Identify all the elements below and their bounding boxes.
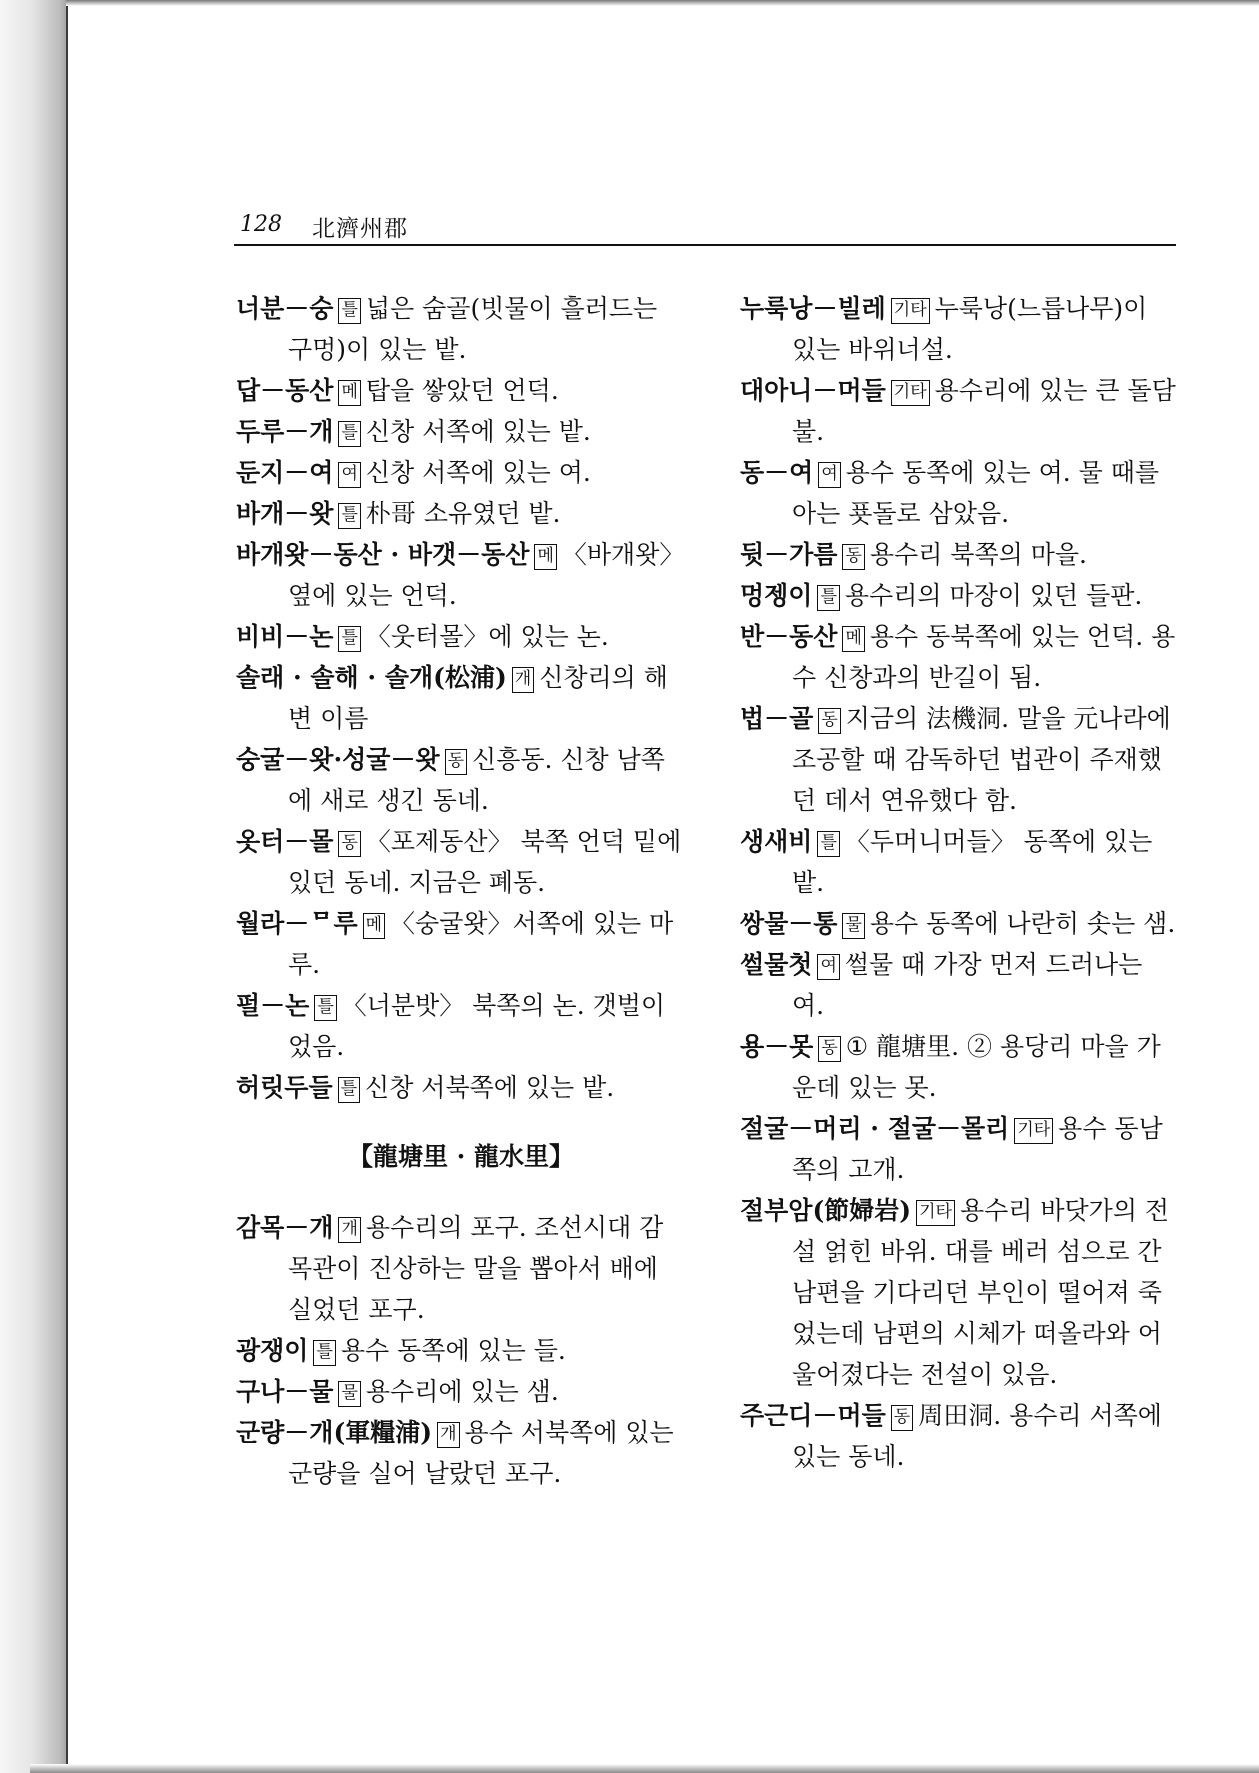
entry-headword: 구나－물 (236, 1377, 334, 1406)
entry-headword: 썰물첫 (740, 950, 813, 979)
entry-headword: 너분－숭 (236, 294, 334, 323)
entry-category-tag: 틀 (314, 995, 336, 1021)
entry-category-tag: 동 (445, 749, 467, 775)
entry-definition: 〈바개왓〉 옆에 있는 언덕. (288, 540, 685, 610)
entry-headword: 대아니－머들 (740, 376, 886, 405)
entry-definition: 〈웃터몰〉에 있는 논. (365, 622, 609, 651)
left-entry-list (236, 288, 686, 1108)
entry-definition: 신창 서북쪽에 있는 밭. (365, 1073, 615, 1102)
entry-definition: 신창 서쪽에 있는 여. (365, 458, 591, 487)
entry-category-tag: 틀 (817, 831, 839, 857)
entry-category-tag: 틀 (338, 1077, 360, 1103)
entry-category-tag: 동 (818, 1036, 840, 1062)
entry-headword: 허릿두들 (236, 1073, 333, 1102)
entry-headword: 둔지－여 (236, 458, 334, 487)
entry-headword: 법－골 (740, 704, 814, 733)
entry-definition: 누룩낭(느릅나무)이 있는 바위너설. (792, 294, 1148, 364)
entry-headword: 뒷－가름 (740, 540, 838, 569)
entry-definition: 탑을 쌓았던 언덕. (365, 376, 559, 405)
entry-headword: 쌍물－통 (740, 909, 838, 938)
entry-category-tag: 개 (512, 667, 534, 693)
entry-headword: 옷터－몰 (236, 827, 334, 856)
entry-headword: 감목－개 (236, 1213, 334, 1242)
entry-category-tag: 틀 (338, 626, 360, 652)
entry-definition: 지금의 法機洞. 말을 元나라에 조공할 때 감독하던 법관이 주재했던 데서 연유했다 함. (792, 704, 1171, 815)
entry-category-tag: 틀 (338, 421, 360, 447)
dictionary-entry (236, 1330, 686, 1371)
entry-headword: 펄－논 (236, 991, 310, 1020)
page-bottom-edge (30, 1764, 1259, 1773)
entry-category-tag: 동 (891, 1405, 913, 1431)
entry-category-tag: 메 (338, 380, 360, 406)
entry-headword: 용－못 (740, 1032, 814, 1061)
entry-definition: 썰물 때 가장 먼저 드러나는 여. (792, 950, 1143, 1020)
dictionary-entry (236, 370, 686, 411)
dictionary-entry (236, 1207, 686, 1330)
page-number: 128 (240, 212, 282, 237)
entry-definition: 용수리의 마장이 있던 들판. (844, 581, 1143, 610)
entry-category-tag: 물 (842, 913, 864, 939)
entry-headword: 군량－개(軍糧浦) (236, 1418, 433, 1447)
entry-definition: 〈포제동산〉 북쪽 언덕 밑에 있던 동네. 지금은 폐동. (288, 827, 682, 897)
dictionary-entry (740, 944, 1178, 1026)
entry-category-tag: 기타 (891, 298, 930, 324)
dictionary-entry (236, 288, 686, 370)
header-rule (234, 244, 1176, 246)
entry-headword: 바개－왓 (236, 499, 334, 528)
right-entry-list (740, 288, 1178, 1477)
entry-category-tag: 틀 (338, 503, 360, 529)
dictionary-entry (740, 534, 1178, 575)
section-title: 【龍塘里 · 龍水里】 (347, 1142, 575, 1171)
dictionary-entry (236, 452, 686, 493)
entry-headword: 월라－ᄆ루 (236, 909, 358, 938)
entry-category-tag: 여 (817, 954, 839, 980)
entry-headword: 동－여 (740, 458, 814, 487)
entry-definition: 넓은 숨골(빗물이 흘러드는 구멍)이 있는 밭. (288, 294, 658, 364)
entry-definition: 용수 동쪽에 있는 여. 물 때를 아는 푯돌로 삼았음. (792, 458, 1160, 528)
entry-definition: 朴哥 소유였던 밭. (365, 499, 561, 528)
entry-definition: 용수 동쪽에 있는 들. (340, 1336, 566, 1365)
entry-category-tag: 물 (338, 1381, 360, 1407)
dictionary-entry (236, 1067, 686, 1108)
entry-category-tag: 여 (818, 462, 840, 488)
entry-category-tag: 개 (338, 1217, 360, 1243)
dictionary-entry (236, 739, 686, 821)
entry-headword: 생새비 (740, 827, 813, 856)
entry-category-tag: 메 (842, 626, 864, 652)
page-top-edge (66, 0, 1259, 6)
dictionary-entry (236, 1412, 686, 1494)
entry-headword: 주근디－머들 (740, 1401, 886, 1430)
entry-definition: 용수리 북쪽의 마을. (869, 540, 1087, 569)
entry-headword: 비비－논 (236, 622, 334, 651)
entry-definition: ① 龍塘里. ② 용당리 마을 가운데 있는 못. (792, 1032, 1161, 1102)
right-column (740, 288, 1178, 1477)
entry-definition: 용수리의 포구. 조선시대 감목관이 진상하는 말을 뽑아서 배에 실었던 포구. (288, 1213, 664, 1324)
entry-definition: 〈너분밧〉 북쪽의 논. 갯벌이었음. (288, 991, 666, 1061)
entry-headword: 반－동산 (740, 622, 838, 651)
dictionary-entry (236, 534, 686, 616)
entry-headword: 답－동산 (236, 376, 334, 405)
entry-category-tag: 메 (534, 544, 556, 570)
dictionary-entry (236, 821, 686, 903)
dictionary-entry (740, 903, 1178, 944)
dictionary-entry (740, 1395, 1178, 1477)
entry-category-tag: 기타 (891, 380, 930, 406)
entry-definition: 신창 서쪽에 있는 밭. (365, 417, 591, 446)
entry-headword: 누룩낭－빌레 (740, 294, 886, 323)
entry-headword: 솔래 · 솔해 · 솔개(松浦) (236, 663, 507, 692)
entry-definition: 周田洞. 용수리 서쪽에 있는 동네. (792, 1401, 1162, 1471)
entry-definition: 용수 서북쪽에 있는 군량을 실어 날랐던 포구. (288, 1418, 674, 1488)
entry-category-tag: 개 (437, 1422, 459, 1448)
dictionary-entry (740, 1108, 1178, 1190)
dictionary-entry (740, 616, 1178, 698)
dictionary-entry (236, 493, 686, 534)
entry-definition: 〈숭굴왓〉서쪽에 있는 마루. (288, 909, 674, 979)
entry-headword: 광쟁이 (236, 1336, 309, 1365)
dictionary-entry (740, 288, 1178, 370)
entry-definition: 신흥동. 신창 남쪽에 새로 생긴 동네. (288, 745, 665, 815)
running-title: 北濟州郡 (312, 216, 408, 242)
dictionary-entry (740, 821, 1178, 903)
dictionary-entry (236, 411, 686, 452)
entry-headword: 멍젱이 (740, 581, 813, 610)
entry-headword: 두루－개 (236, 417, 334, 446)
dictionary-entry (740, 370, 1178, 452)
entry-headword: 바개왓－동산 · 바갯－동산 (236, 540, 530, 569)
entry-headword: 절부암(節婦岩) (740, 1196, 912, 1225)
entry-category-tag: 기타 (916, 1200, 955, 1226)
entry-category-tag: 메 (363, 913, 385, 939)
dictionary-entry (236, 616, 686, 657)
book-spine-shadow (0, 0, 70, 1773)
entry-category-tag: 틀 (817, 585, 839, 611)
dictionary-entry (740, 1190, 1178, 1395)
dictionary-entry (740, 1026, 1178, 1108)
dictionary-entry (236, 985, 686, 1067)
entry-definition: 용수리에 있는 큰 돌담불. (792, 376, 1176, 446)
dictionary-entry (236, 1371, 686, 1412)
entry-definition: 신창리의 해변 이름 (288, 663, 668, 733)
entry-definition: 용수리에 있는 샘. (365, 1377, 559, 1406)
entry-category-tag: 동 (818, 708, 840, 734)
entry-category-tag: 틀 (313, 1340, 335, 1366)
dictionary-entry (236, 903, 686, 985)
dictionary-entry (740, 698, 1178, 821)
dictionary-entry (740, 575, 1178, 616)
entry-category-tag: 여 (338, 462, 360, 488)
entry-category-tag: 기타 (1014, 1118, 1053, 1144)
dictionary-entry (236, 657, 686, 739)
entry-definition: 용수리 바닷가의 전설 얽힌 바위. 대를 베러 섬으로 간 남편을 기다리던 부인이 떨어져 죽었는데 남편의 시체가 떠올라와 어울어졌다는 전설이 있음. (792, 1196, 1170, 1389)
running-header (240, 210, 1175, 244)
entry-definition: 용수 동남쪽의 고개. (792, 1114, 1163, 1184)
entry-category-tag: 동 (338, 831, 360, 857)
dictionary-entry (740, 452, 1178, 534)
entry-definition: 용수 동북쪽에 있는 언덕. 용수 신창과의 반길이 됨. (792, 622, 1176, 692)
entry-definition: 〈두머니머들〉 동쪽에 있는 밭. (792, 827, 1153, 897)
entry-headword: 절굴－머리 · 절굴－몰리 (740, 1114, 1010, 1143)
left-entry-list-2 (236, 1207, 686, 1494)
entry-headword: 숭굴－왓·성굴－왓 (236, 745, 440, 774)
entry-category-tag: 틀 (338, 298, 360, 324)
left-column (236, 288, 686, 1494)
entry-definition: 용수 동쪽에 나란히 솟는 샘. (869, 909, 1176, 938)
entry-category-tag: 동 (842, 544, 864, 570)
